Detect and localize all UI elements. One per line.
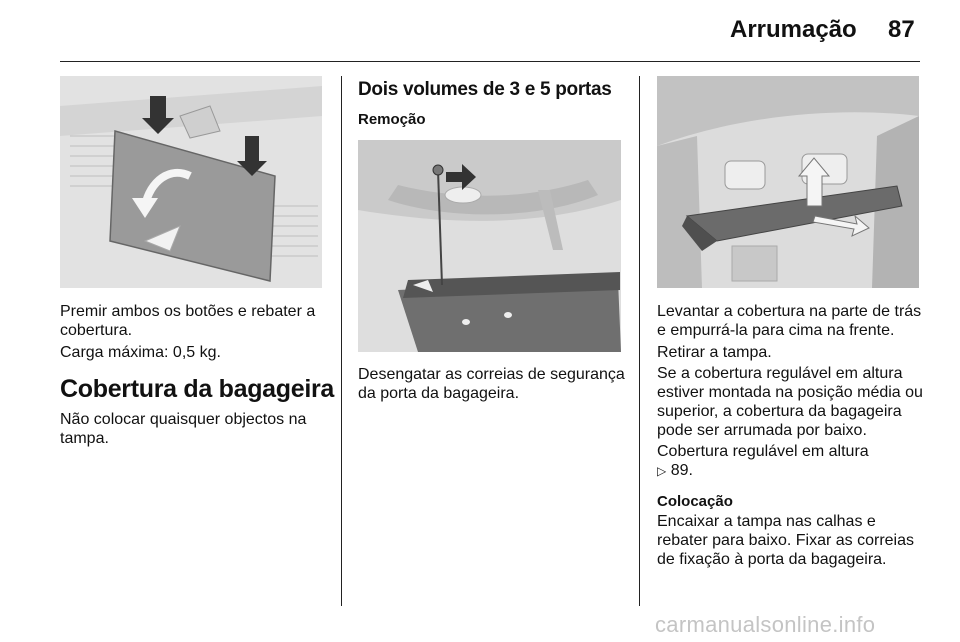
load-note: Carga máxima: 0,5 kg. (60, 344, 221, 361)
cover-caption: Premir ambos os botões e rebater a cobertura. (60, 303, 316, 339)
section-text-cover: Não colocar quaisquer objectos na tampa. (60, 411, 307, 447)
lift-caption: Levantar a cobertura na parte de trás e empurrá-la para cima na frente. (657, 303, 922, 339)
installation-text: Encaixar a tampa nas calhas e rebater para baixo. Fixar as correias de fixação à porta da bagageira. (657, 513, 914, 568)
section-heading-cover: Cobertura da bagageira (60, 375, 335, 403)
page-number: 87 (888, 16, 915, 43)
adjustable-cover-note: Se a cobertura regulável em altura estiver montada na posição média ou superior, a cobertura da bagageira pode ser arrumada por baixo. (657, 365, 923, 439)
subheading-removal: Remoção (358, 111, 426, 128)
watermark: carmanualsonline.info (655, 612, 876, 637)
illustration-lift-cover (657, 76, 919, 288)
column-divider-right (639, 76, 640, 606)
column-divider-left (341, 76, 342, 606)
illustration-tailgate-straps (358, 140, 621, 352)
illustration-cover-buttons (60, 76, 322, 288)
subheading-installation: Colocação (657, 493, 733, 510)
cross-reference (657, 442, 927, 481)
header-divider (60, 61, 920, 62)
section-heading-doors: Dois volumes de 3 e 5 portas (358, 79, 612, 100)
cross-reference-text: Cobertura regulável em altura (657, 443, 869, 460)
page-title: Arrumação (730, 16, 857, 43)
arrow-right-triangle-icon: ▷ (657, 464, 667, 478)
step-remove-cover: Retirar a tampa. (657, 344, 772, 361)
straps-caption: Desengatar as correias de segurança da porta da bagageira. (358, 366, 625, 402)
cross-reference-page: 89. (670, 462, 693, 479)
